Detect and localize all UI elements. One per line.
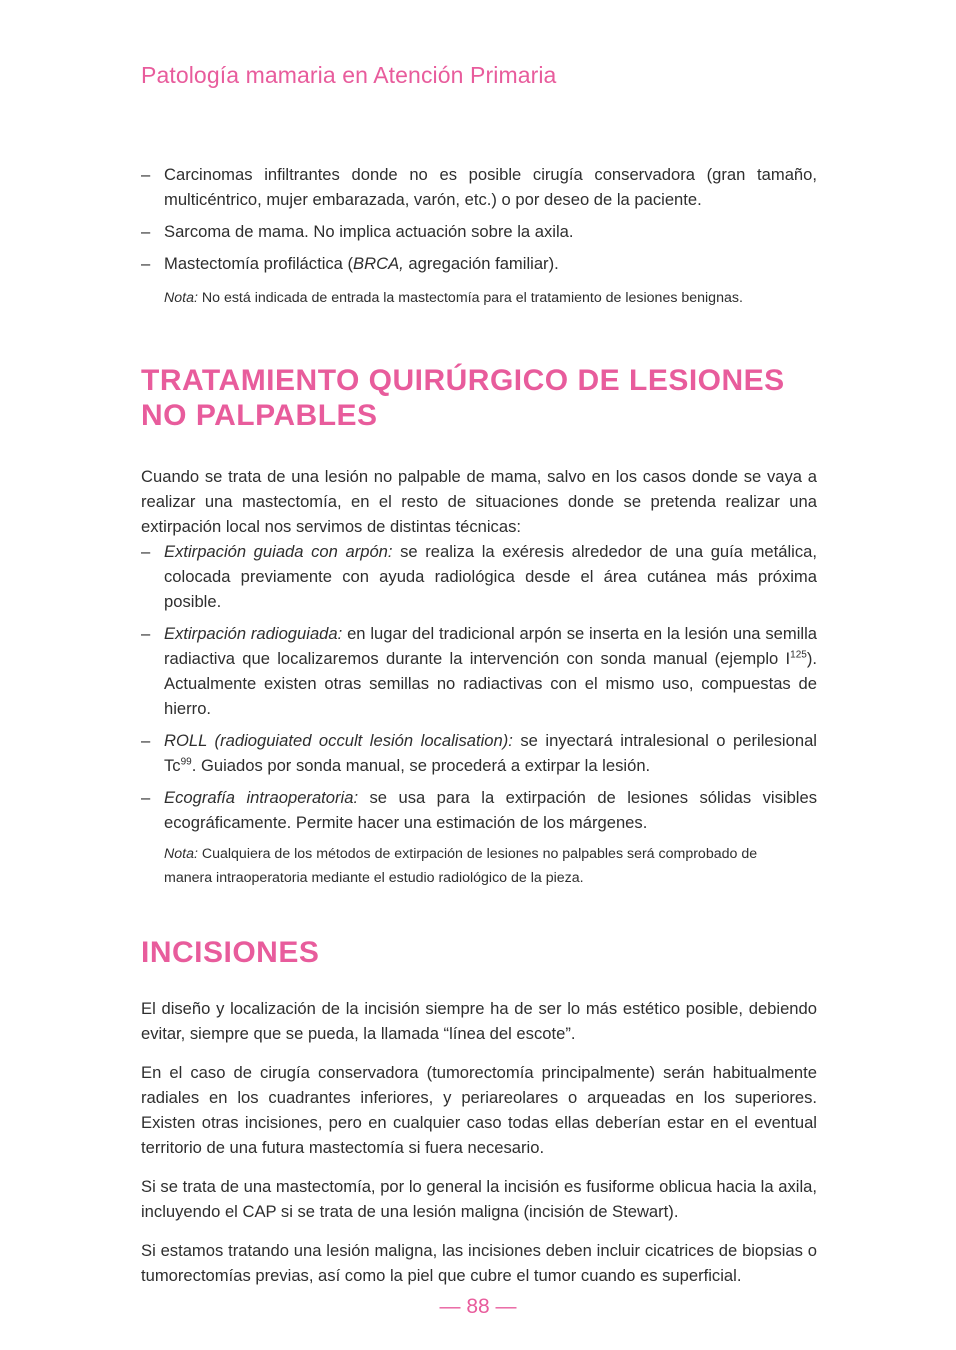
section-title-no-palpables: TRATAMIENTO QUIRÚRGICO DE LESIONES NO PALPABLES bbox=[141, 364, 785, 432]
list-dash: – bbox=[141, 222, 151, 241]
paragraph: El diseño y localización de la incisión siempre ha de ser lo más estético posible, debiendo evitar, siempre que se pueda, la llamada “línea del escote”. bbox=[141, 999, 817, 1043]
list-item: – Carcinomas infiltrantes donde no es posible cirugía conservadora (gran tamaño, multicéntrico, mujer embarazada, varón, etc.) o por deseo de la paciente. bbox=[141, 162, 817, 212]
note-benign: Nota: No está indicada de entrada la mastectomía para el tratamiento de lesiones benignas. bbox=[164, 290, 743, 306]
list-item: – Ecografía intraoperatoria: se usa para la extirpación de lesiones sólidas visibles ecográficamente. Permite hacer una estimación de los márgenes. bbox=[141, 785, 817, 835]
paragraph: Si se trata de una mastectomía, por lo general la incisión es fusiforme oblicua hacia la axila, incluyendo el CAP si se trata de una lesión maligna (incisión de Stewart). bbox=[141, 1177, 817, 1221]
list-item: – Extirpación radioguiada: en lugar del tradicional arpón se inserta en la lesión una semilla radiactiva que localizaremos durante la intervención con sonda manual (ejemplo $I^{125}$). Actualmente existen otras semillas no radiactivas con el mismo uso, compuestas de hierro. bbox=[141, 621, 817, 721]
list-dash: – bbox=[141, 788, 151, 807]
list-item: – Extirpación guiada con arpón: se realiza la exéresis alrededor de una guía metálica, colocada previamente con ayuda radiológica desde el área cutánea más próxima posible. bbox=[141, 539, 817, 614]
intro-paragraph: Cuando se trata de una lesión no palpable de mama, salvo en los casos donde se vaya a realizar una mastectomía, en el resto de situaciones donde se pretenda realizar una extirpación local nos servimos de distintas técnicas: bbox=[141, 467, 817, 536]
list-dash: – bbox=[141, 254, 151, 273]
contraindication-list bbox=[141, 162, 817, 276]
paragraph: Si estamos tratando una lesión maligna, las incisiones deben incluir cicatrices de biopsias o tumorectomías previas, así como la piel que cubre el tumor cuando es superficial. bbox=[141, 1241, 817, 1285]
list-dash: – bbox=[141, 165, 151, 184]
list-dash: – bbox=[141, 731, 151, 750]
note-verification: Nota: Cualquiera de los métodos de extirpación de lesiones no palpables será comprobado de manera intraoperatoria mediante el estudio radiológico de la pieza. bbox=[164, 846, 758, 886]
list-item: – Sarcoma de mama. No implica actuación sobre la axila. bbox=[141, 219, 817, 244]
section-title-incisiones: INCISIONES bbox=[141, 936, 320, 969]
page-number: — 88 — bbox=[439, 1295, 517, 1318]
paragraph: En el caso de cirugía conservadora (tumorectomía principalmente) serán habitualmente radiales en los cuadrantes inferiores, y periareolares o arqueadas en los superiores. Existen otras incisiones, pero en cualquier caso todas ellas deberían estar en el eventual territorio de una futura mastectomía si fuera necesario. bbox=[141, 1063, 817, 1157]
running-header: Patología mamaria en Atención Primaria bbox=[141, 62, 557, 88]
incisiones-body bbox=[141, 996, 817, 1288]
list-item: – ROLL (radioguiated occult lesión localisation): se inyectará intralesional o perilesional Tc$^{99}$. Guiados por sonda manual, se procederá a extirpar la lesión. bbox=[141, 728, 817, 778]
technique-list bbox=[141, 539, 817, 835]
list-dash: – bbox=[141, 624, 151, 643]
list-item: – Mastectomía profiláctica (BRCA, agregación familiar). bbox=[141, 251, 817, 276]
page-content bbox=[141, 162, 817, 1302]
list-dash: – bbox=[141, 542, 151, 561]
